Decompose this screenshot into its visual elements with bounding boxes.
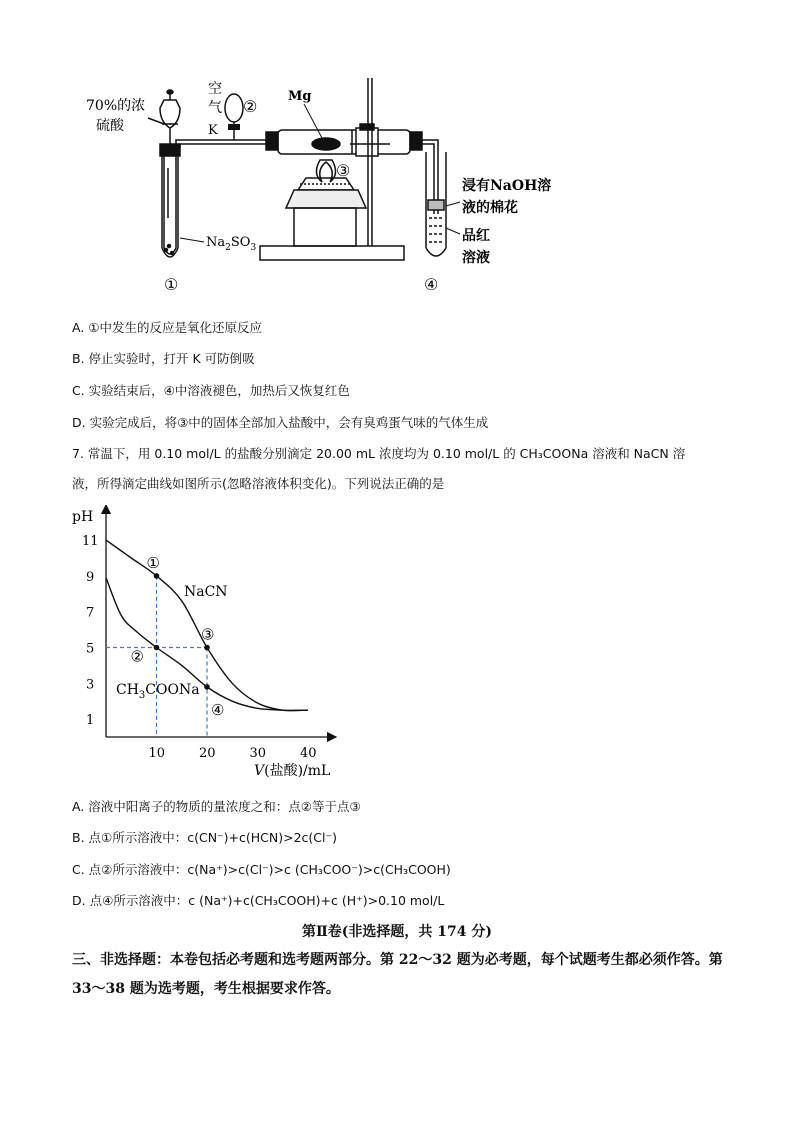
section-2-title: 第Ⅱ卷(非选择题，共 174 分) — [301, 924, 493, 940]
point-label: ③ — [201, 625, 215, 644]
q7-option-c: C. 点②所示溶液中：c(Na⁺)>c(Cl⁻)>c (CH₃COO⁻)>c(CH₃COOH) — [72, 862, 451, 877]
number-3: ③ — [336, 161, 351, 180]
q6-option-c: C. 实验结束后，④中溶液褪色，加热后又恢复红色 — [72, 383, 350, 398]
cotton-label-1: 浸有NaOH溶 — [462, 178, 552, 194]
cotton-label-2: 液的棉花 — [462, 200, 518, 216]
reagent-label: $Na_2SO_3$ — [206, 235, 257, 253]
q6-option-a: A. ①中发生的反应是氧化还原反应 — [72, 320, 262, 335]
q6-option-b: B. 停止实验时，打开 K 可防倒吸 — [72, 351, 255, 366]
point-label: ① — [146, 553, 160, 572]
x-tick-label: 30 — [249, 746, 267, 761]
data-point — [154, 573, 160, 579]
acid-label-1: 70%的浓 — [86, 98, 146, 114]
x-tick-label: 10 — [148, 746, 166, 761]
part-3-instructions: 三、非选择题：本卷包括必考题和选考题两部分。第 22～32 题为必考题，每个试题考生都必须作答。第 33～38 题为选考题，考生根据要求作答。 — [72, 952, 723, 997]
number-4: ④ — [424, 275, 439, 294]
y-tick-label: 5 — [86, 641, 95, 657]
alcohol-lamp — [286, 160, 366, 246]
q7-option-d: D. 点④所示溶液中：c (Na⁺)+c(CH₃COOH)+c (H⁺)>0.10 mol/L — [72, 893, 445, 908]
q6-option-d: D. 实验完成后，将③中的固体全部加入盐酸中，会有臭鸡蛋气味的气体生成 — [72, 415, 489, 430]
data-point — [204, 684, 210, 690]
x-tick-label: 20 — [199, 746, 216, 761]
series-label-nacn: NaCN — [184, 584, 228, 600]
acid-label-2: 硫酸 — [96, 118, 124, 134]
x-axis-label: V(盐酸)/mL — [254, 763, 331, 779]
air-balloon — [225, 94, 243, 122]
separatory-funnel — [148, 90, 180, 150]
valve-label: K — [208, 123, 218, 138]
y-tick-label: 9 — [86, 569, 95, 585]
y-tick-label: 1 — [86, 713, 95, 729]
combustion-tube — [266, 124, 422, 156]
point-label: ④ — [211, 700, 225, 719]
q7-stem-line2: 液，所得滴定曲线如图所示(忽略溶液体积变化)。下列说法正确的是 — [72, 476, 445, 491]
y-tick-label: 11 — [82, 534, 99, 550]
mg-label: Mg — [288, 89, 312, 104]
q7-option-a: A. 溶液中阳离子的物质的量浓度之和：点②等于点③ — [72, 799, 361, 814]
y-tick-label: 7 — [86, 605, 95, 621]
connecting-pipe — [176, 140, 268, 148]
air-label-1: 空 — [208, 81, 222, 97]
number-1: ① — [164, 275, 179, 294]
number-2: ② — [243, 97, 258, 116]
air-label-2: 气 — [208, 100, 222, 116]
test-tube-4 — [426, 152, 446, 256]
reaction-tube-1 — [160, 144, 180, 257]
y-axis-label: pH — [72, 509, 94, 525]
apparatus-figure — [80, 78, 600, 298]
x-tick-label: 40 — [300, 746, 317, 761]
dye-label-1: 品红 — [462, 228, 490, 244]
q7-option-b: B. 点①所示溶液中：c(CN⁻)+c(HCN)>2c(Cl⁻) — [72, 830, 337, 845]
point-label: ② — [130, 647, 144, 666]
y-tick-label: 3 — [86, 677, 95, 693]
series-label-ch3coona: $CH_3COONa$ — [116, 682, 200, 701]
q7-stem-line1: 7. 常温下，用 0.10 mol/L 的盐酸分别滴定 20.00 mL 浓度均为 0.10 mol/L 的 CH₃COONa 溶液和 NaCN 溶 — [72, 446, 686, 461]
dye-label-2: 溶液 — [462, 250, 490, 266]
titration-chart — [70, 505, 360, 785]
data-point — [154, 645, 160, 651]
data-point — [204, 645, 210, 651]
